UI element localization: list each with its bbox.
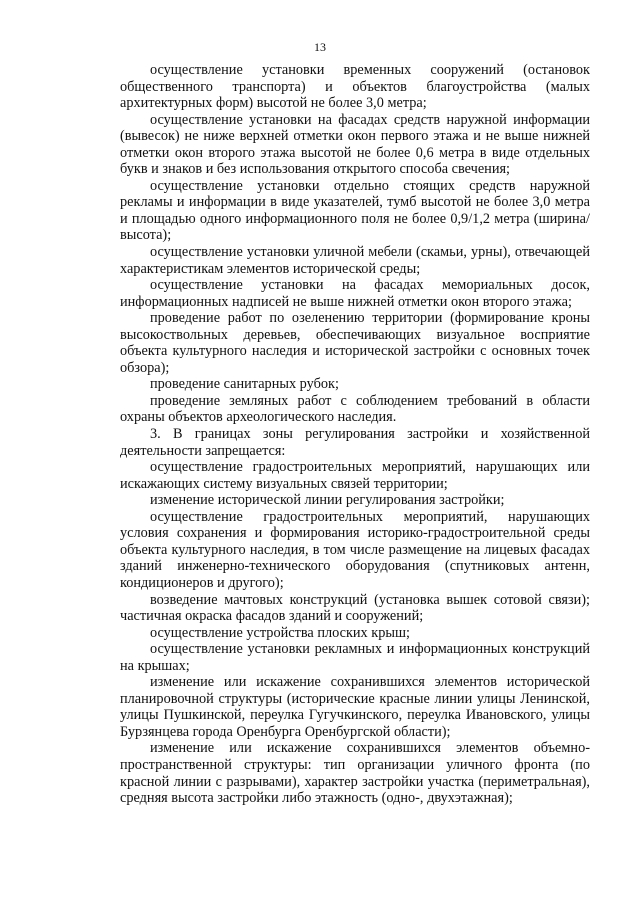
paragraph: осуществление установки рекламных и информационных конструкций на крышах; xyxy=(120,641,590,674)
section-heading-paragraph: 3. В границах зоны регулирования застройки и хозяйственной деятельности запрещается: xyxy=(120,426,590,459)
page-number: 13 xyxy=(314,40,326,54)
paragraph: осуществление устройства плоских крыш; xyxy=(150,624,410,641)
paragraph: осуществление установки временных сооружений (остановок общественного транспорта) и объектов благоустройства (малых архитектурных форм) высотой не более 3,0 метра; xyxy=(120,62,590,112)
paragraph: проведение земляных работ с соблюдением требований в области охраны объектов археологического наследия. xyxy=(120,392,590,426)
paragraph: проведение работ по озеленению территории (формирование кроны высокоствольных деревьев, обеспечивающих визуальное восприятие объекта культурного наследия и исторической застройки с основных точек обзора); xyxy=(120,310,590,376)
paragraph: возведение мачтовых конструкций (установка вышек сотовой связи); частичная окраска фасадов зданий и сооружений; xyxy=(120,591,590,625)
paragraph: изменение исторической линии регулирования застройки; xyxy=(150,492,505,509)
paragraph: проведение санитарных рубок; xyxy=(150,376,339,393)
paragraph: изменение или искажение сохранившихся элементов исторической планировочной структуры (исторические красные линии улицы Ленинской, улицы Пушкинской, переулка Гугучкинского, переулка Ивановского, улицы Бурзянцева города Оренбурга Оренбургской области); xyxy=(120,674,590,740)
paragraph: осуществление градостроительных мероприятий, нарушающих или искажающих систему визуальных связей территории; xyxy=(120,459,590,492)
paragraph: изменение или искажение сохранившихся элементов объемно-пространственной структуры: тип организации уличного фронта (по красной линии с разрывами), характер застройки участка (периметральная), средняя высота застройки либо этажность (одно-, двухэтажная); xyxy=(120,740,590,807)
paragraph: осуществление градостроительных мероприятий, нарушающих условия сохранения и формирования историко-градостроительной среды объекта культурного наследия, в том числе размещение на лицевых фасадах зданий инженерно-технического оборудования (спутниковых антенн, кондиционеров и другого); xyxy=(120,508,590,591)
paragraph: осуществление установки на фасадах мемориальных досок, информационных надписей не выше нижней отметки окон второго этажа; xyxy=(120,277,590,310)
paragraph: осуществление установки отдельно стоящих средств наружной рекламы и информации в виде указателей, тумб высотой не более 3,0 метра и площадью одного информационного поля не более 0,9/1,2 метра (ширина/высота); xyxy=(120,177,590,244)
document-body xyxy=(120,62,590,807)
paragraph: осуществление установки на фасадах средств наружной информации (вывесок) не ниже верхней отметки окон первого этажа и не выше нижней отметки окон второго этажа высотой не более 0,6 метра в виде отдельных букв и знаков и без использования открытого способа свечения; xyxy=(120,111,590,178)
paragraph: осуществление установки уличной мебели (скамьи, урны), отвечающей характеристикам элементов исторической среды; xyxy=(120,244,590,277)
